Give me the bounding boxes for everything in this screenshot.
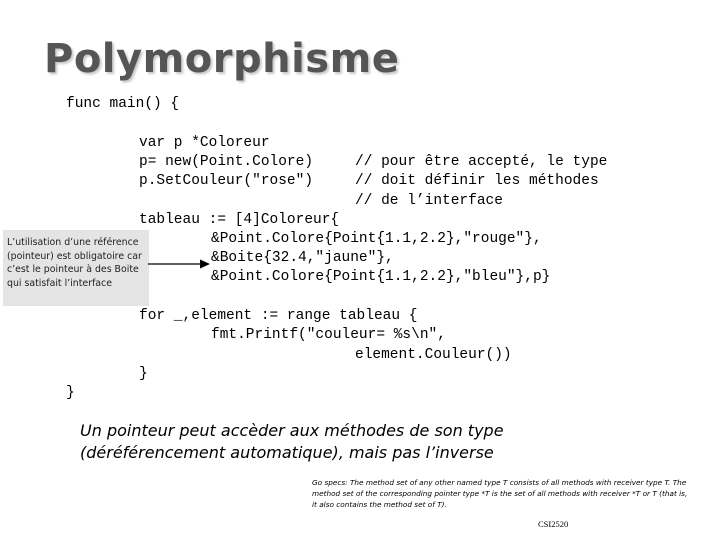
code-line: p= new(Point.Colore) (139, 154, 314, 170)
code-line: &Boite{32.4,"jaune"}, (211, 250, 394, 266)
code-line: fmt.Printf("couleur= %s\n", (211, 327, 446, 343)
code-comment: // doit définir les méthodes (355, 173, 599, 189)
code-comment: // pour être accepté, le type (355, 154, 608, 170)
code-line: tableau := [4]Coloreur{ (139, 212, 340, 228)
code-line: &Point.Colore{Point{1.1,2.2},"bleu"},p} (211, 269, 551, 285)
code-line: &Point.Colore{Point{1.1,2.2},"rouge"}, (211, 231, 542, 247)
code-line: element.Couleur()) (355, 347, 512, 363)
code-line: func main() { (66, 96, 180, 112)
note-text: Un pointeur peut accèder aux méthodes de son type (déréférencement automatique), mais pas l’inverse (80, 421, 504, 462)
callout-text: L’utilisation d’une référence (pointeur) est obligatoire car c’est le pointeur à des Boite qui satisfait l’interface (7, 237, 142, 289)
code-line: } (66, 385, 75, 401)
slide-title: Polymorphisme (44, 36, 400, 82)
arrow-icon (148, 258, 210, 270)
callout-box (3, 230, 149, 306)
code-comment: // de l’interface (355, 193, 503, 209)
footer-label: CSI2520 (538, 519, 569, 529)
code-line: p.SetCouleur("rose") (139, 173, 314, 189)
code-line: } (139, 366, 148, 382)
code-line: for _,element := range tableau { (139, 308, 418, 324)
code-line: var p *Coloreur (139, 135, 270, 151)
spec-quote: Go specs: The method set of any other named type T consists of all methods with receiver type T. The method set of the corresponding pointer type *T is the set of all methods with receiver *T or T (that is, it also contains the method set of T). (312, 478, 688, 509)
